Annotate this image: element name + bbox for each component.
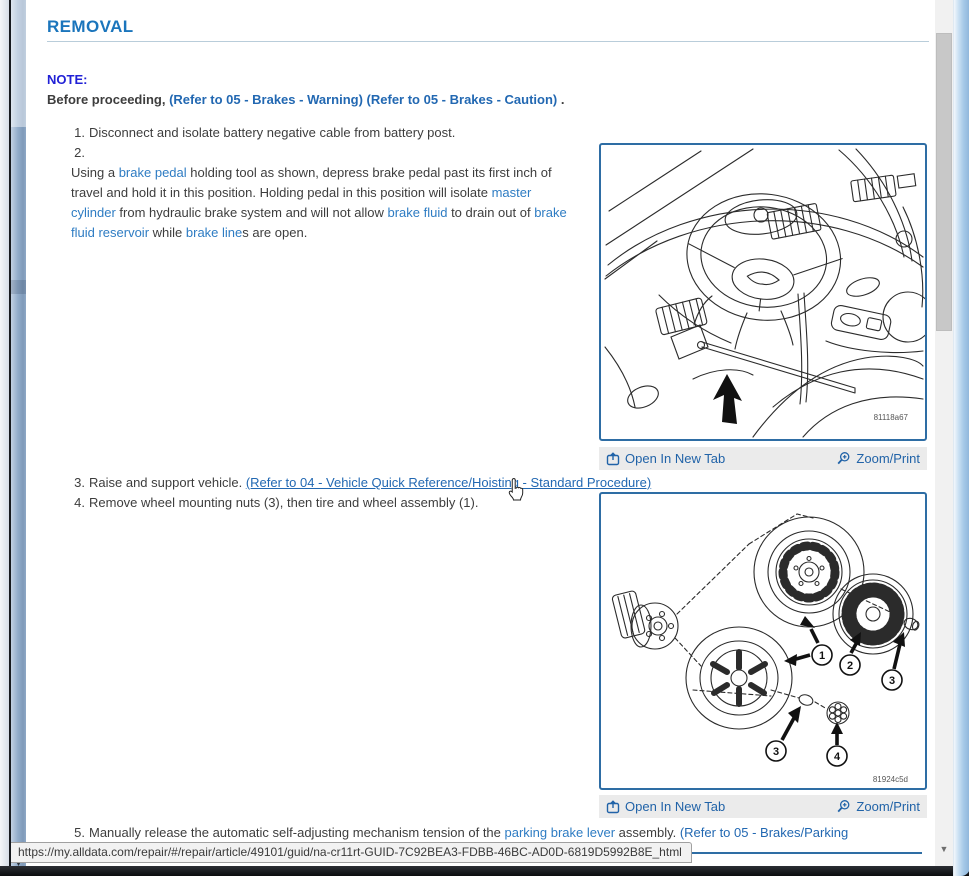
- scroll-down-icon[interactable]: ▼: [939, 844, 949, 854]
- zoom-print-link[interactable]: [836, 451, 920, 466]
- open-in-new-tab-label: Open In New Tab: [625, 799, 726, 814]
- step-item: [71, 493, 478, 513]
- window-bottom-frame: [0, 866, 969, 876]
- text-segment: Raise and support vehicle.: [89, 475, 246, 490]
- step-text: [89, 493, 478, 513]
- text-segment: assembly.: [615, 825, 680, 840]
- figure-toolbar: [599, 447, 927, 470]
- text-segment: Using a: [71, 165, 119, 180]
- callout-label: 3: [888, 675, 896, 687]
- callout-label: 3: [772, 746, 780, 758]
- step-number: 1.: [74, 125, 85, 140]
- step-number: 5.: [74, 825, 85, 840]
- left-panel-scrollbar-track[interactable]: [11, 0, 26, 127]
- step-number: 4.: [74, 495, 85, 510]
- figure-panel-pedal-tool: [599, 143, 927, 441]
- callout-label: 2: [846, 660, 854, 672]
- figure-panel-wheel-assembly: [599, 492, 927, 790]
- text-segment: .: [557, 92, 565, 107]
- text-segment: holding tool as shown, depress brake pedal past its first inch of travel and hold it in this position. Holding pedal in this position will isolate: [71, 165, 552, 200]
- text-link[interactable]: (Refer to 05 - Brakes/Parking: [679, 825, 849, 840]
- dashboard-illustration: [601, 145, 925, 439]
- step-item: [71, 123, 455, 143]
- figure-code: 81118a67: [873, 413, 908, 422]
- scrollbar-thumb[interactable]: [936, 33, 952, 331]
- text-link[interactable]: (Refer to 05 - Brakes - Warning): [169, 92, 363, 107]
- zoom-print-link[interactable]: [836, 799, 920, 814]
- zoom-plus-icon: [836, 799, 851, 814]
- text-segment: Before proceeding,: [47, 92, 170, 107]
- text-segment: s are open.: [242, 225, 308, 240]
- note-line: [47, 92, 564, 107]
- text-segment: Disconnect and isolate battery negative cable from battery post.: [89, 125, 456, 140]
- figure-code: 81924c5d: [872, 775, 908, 784]
- step-number: 2.: [74, 145, 85, 160]
- window-right-frame: [953, 0, 969, 876]
- open-in-new-tab-label: Open In New Tab: [625, 451, 726, 466]
- text-link[interactable]: master cylinder: [71, 185, 532, 220]
- page-title: REMOVAL: [47, 17, 134, 36]
- step-item: [71, 473, 651, 493]
- callout-label: 4: [833, 751, 841, 763]
- open-in-new-tab-icon: [606, 800, 620, 814]
- left-panel-scrollbar[interactable]: [11, 0, 26, 866]
- zoom-print-label: Zoom/Print: [856, 451, 920, 466]
- step-item: [71, 143, 577, 243]
- title-divider: [47, 41, 929, 42]
- text-link[interactable]: brake line: [185, 225, 243, 240]
- left-panel-scrollbar-grip[interactable]: [11, 280, 26, 294]
- text-link[interactable]: (Refer to 05 - Brakes - Caution): [366, 92, 558, 107]
- step-text: [89, 123, 455, 143]
- text-link[interactable]: brake pedal: [118, 165, 187, 180]
- hand-cursor-icon: [505, 477, 527, 501]
- text-segment: while: [149, 225, 186, 240]
- open-in-new-tab-link[interactable]: [606, 799, 725, 814]
- window-left-edge: [0, 0, 9, 866]
- step-item: [71, 823, 848, 843]
- step-text: [89, 823, 848, 843]
- text-link[interactable]: (Refer to 04 - Vehicle Quick Reference/Hoisting - Standard Procedure): [245, 475, 652, 490]
- figure-toolbar: [599, 795, 927, 818]
- open-in-new-tab-icon: [606, 452, 620, 466]
- text-segment: Manually release the automatic self-adjusting mechanism tension of the: [89, 825, 505, 840]
- step-number: 3.: [74, 475, 85, 490]
- text-segment: to drain out of: [447, 205, 535, 220]
- zoom-print-label: Zoom/Print: [856, 799, 920, 814]
- text-segment: from hydraulic brake system and will not allow: [115, 205, 388, 220]
- step-text: [89, 473, 651, 493]
- step-text: [71, 163, 577, 243]
- pointer-arrow-glyph: [713, 374, 742, 424]
- text-segment: Remove wheel mounting nuts (3), then tire and wheel assembly (1).: [89, 495, 479, 510]
- note-label: NOTE:: [47, 72, 88, 87]
- status-url-bar: https://my.alldata.com/repair/#/repair/article/49101/guid/na-cr11rt-GUID-7C92BEA3-FDBB-46BC-AD0D-6819D5992B8E_html: [11, 842, 692, 863]
- text-link[interactable]: parking brake lever: [504, 825, 616, 840]
- text-link[interactable]: brake fluid: [387, 205, 448, 220]
- open-in-new-tab-link[interactable]: [606, 451, 725, 466]
- wheel-exploded-illustration: [601, 494, 925, 788]
- zoom-plus-icon: [836, 451, 851, 466]
- text-link[interactable]: brake fluid reservoir: [71, 205, 567, 240]
- callout-label: 1: [818, 650, 826, 662]
